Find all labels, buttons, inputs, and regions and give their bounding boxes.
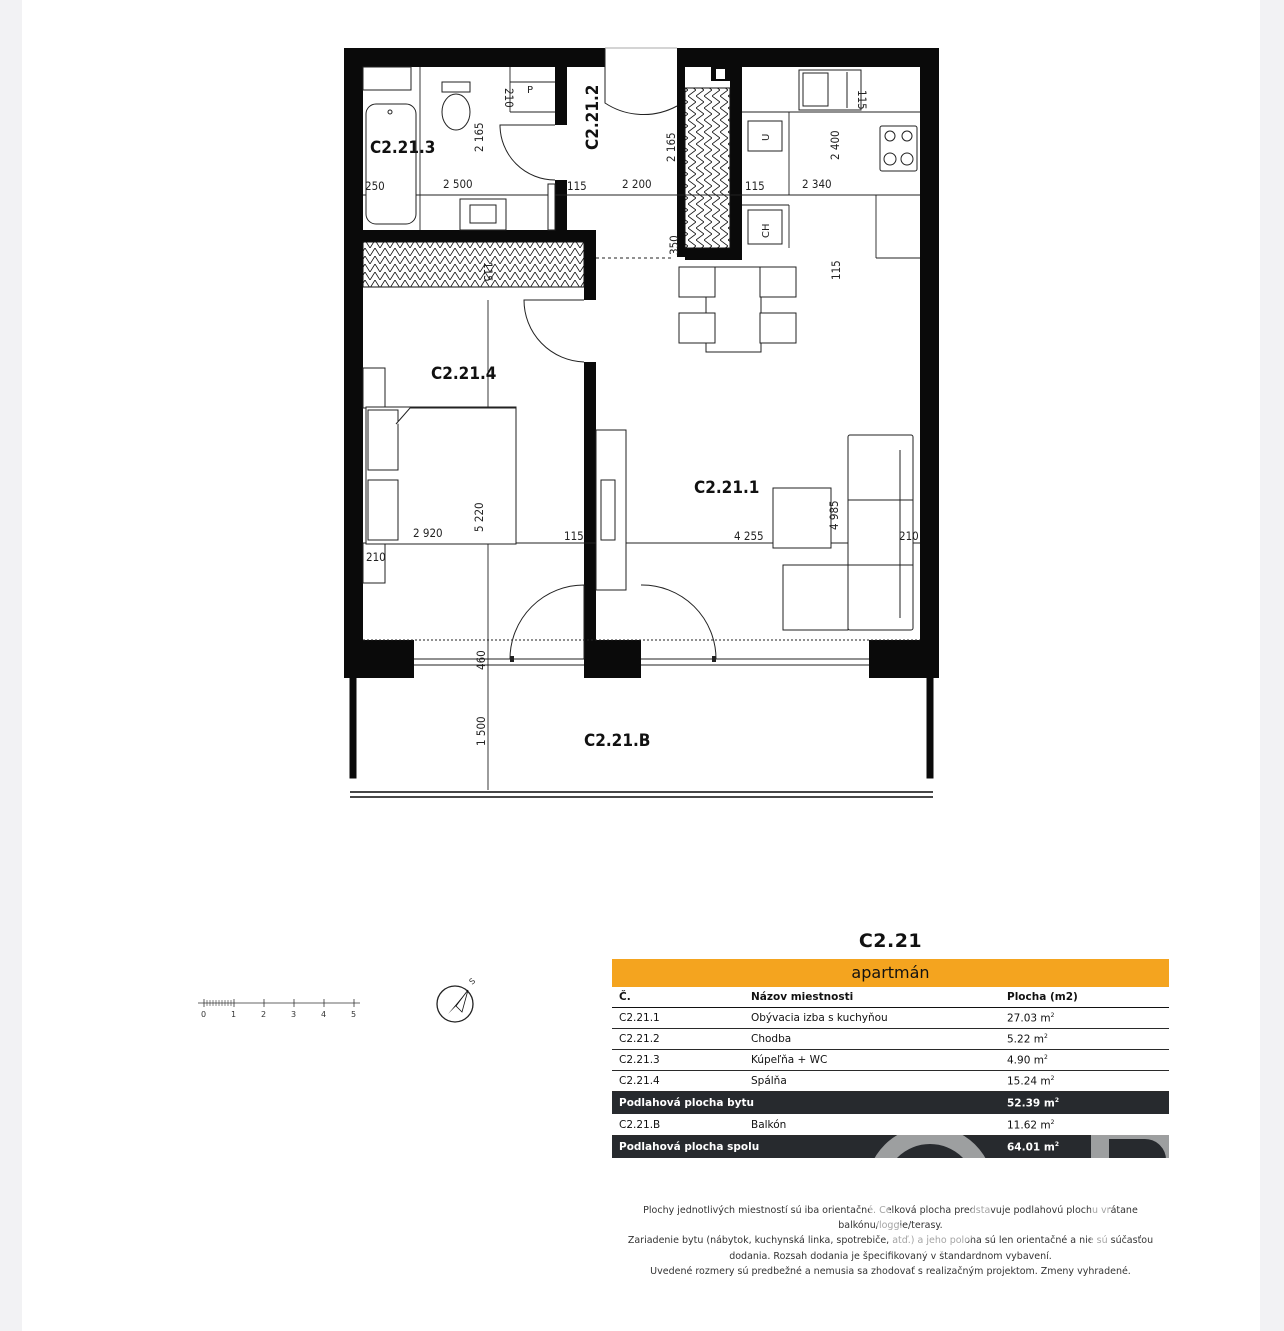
cell-area: 15.24 $m^2$	[1000, 1071, 1169, 1092]
cell-area: 4.90 $m^2$	[1000, 1050, 1169, 1071]
apartment-code: C2.21	[858, 930, 923, 952]
total-area: 64.01 $m^2$	[1000, 1136, 1169, 1159]
svg-text:2 340: 2 340	[802, 177, 832, 191]
subtotal-area: 52.39 $m^2$	[1000, 1092, 1169, 1115]
svg-text:4: 4	[321, 1010, 327, 1019]
svg-text:2 200: 2 200	[622, 177, 652, 191]
svg-text:2 400: 2 400	[828, 130, 842, 160]
cell-area: 27.03 $m^2$	[1000, 1008, 1169, 1029]
svg-text:1: 1	[231, 1010, 237, 1019]
svg-text:210: 210	[366, 550, 386, 564]
svg-text:115: 115	[745, 179, 765, 193]
svg-text:460: 460	[474, 650, 488, 670]
note-line: dodania. Rozsah dodania je špecifikovaný v štandardnom vybavení.	[729, 1250, 1052, 1262]
table-header-row	[612, 987, 1169, 1008]
svg-text:2 165: 2 165	[472, 122, 486, 152]
apartment-type-band: apartmán	[612, 959, 1169, 987]
scale-bar	[198, 999, 360, 1019]
svg-text:5 220: 5 220	[472, 502, 486, 532]
svg-text:2 920: 2 920	[413, 526, 443, 540]
svg-text:0: 0	[201, 1010, 207, 1019]
col-header-area: Plocha (m2)	[1000, 987, 1169, 1008]
cell-name: Balkón	[744, 1115, 1000, 1136]
svg-text:115: 115	[855, 90, 869, 110]
note-line: Plochy jednotlivých miestností sú iba orientačné. Celková plocha predstavuje podlahovú plochu vrátane	[643, 1205, 1138, 1216]
room-label-living: C2.21.1	[694, 478, 760, 498]
svg-text:350: 350	[667, 235, 681, 255]
svg-text:5: 5	[351, 1010, 357, 1019]
note-line: Uvedené rozmery sú predbežné a nemusia sa zhodovať s realizačným projektom. Zmeny vyhradené.	[650, 1265, 1131, 1277]
svg-text:4 985: 4 985	[827, 500, 841, 530]
room-label-hall: C2.21.2	[583, 84, 603, 150]
table-row	[612, 1029, 1169, 1050]
cell-area: 11.62 $m^2$	[1000, 1115, 1169, 1136]
bed	[363, 368, 516, 583]
cell-id: C2.21.1	[612, 1008, 744, 1029]
subtotal-label: Podlahová plocha bytu	[612, 1092, 1000, 1115]
svg-text:1 500: 1 500	[474, 716, 488, 746]
cell-area: 5.22 $m^2$	[1000, 1029, 1169, 1050]
svg-text:250: 250	[365, 179, 385, 193]
svg-text:2: 2	[261, 1010, 267, 1019]
fixture-p: P	[527, 85, 534, 96]
fixture-ch: CH	[761, 223, 772, 238]
svg-text:210: 210	[899, 529, 919, 543]
svg-text:115: 115	[564, 529, 584, 543]
svg-text:210: 210	[502, 88, 516, 108]
col-header-number: Č.	[612, 987, 744, 1008]
svg-text:4 255: 4 255	[734, 529, 764, 543]
total-label: Podlahová plocha spolu	[612, 1136, 1000, 1159]
cell-name: Kúpeľňa + WC	[744, 1050, 1000, 1071]
svg-text:115: 115	[829, 260, 843, 280]
svg-text:115: 115	[567, 179, 587, 193]
dining-set	[679, 267, 796, 352]
room-label-balcony: C2.21.B	[584, 731, 651, 751]
svg-text:3: 3	[291, 1010, 297, 1019]
svg-text:S: S	[467, 976, 478, 987]
room-label-bedroom: C2.21.4	[431, 364, 497, 384]
wardrobe	[363, 242, 584, 287]
room-label-bath: C2.21.3	[370, 138, 436, 158]
cell-name: Spálňa	[744, 1071, 1000, 1092]
note-line: Zariadenie bytu (nábytok, kuchynská linka, spotrebiče, atď.) a jeho poloha sú len orientačné a nie sú súčasťou	[627, 1235, 1154, 1247]
cell-id: C2.21.3	[612, 1050, 744, 1071]
cell-id: C2.21.B	[612, 1115, 744, 1136]
table-row	[612, 1008, 1169, 1029]
col-header-room: Názov miestnosti	[744, 987, 1000, 1008]
cell-id: C2.21.4	[612, 1071, 744, 1092]
compass-icon	[437, 976, 477, 1022]
shoe-cabinet	[685, 88, 730, 248]
cell-name: Obývacia izba s kuchyňou	[744, 1008, 1000, 1029]
fixture-u: U	[761, 133, 772, 141]
note-line: balkónu/loggie/terasy.	[838, 1220, 943, 1232]
cell-id: C2.21.2	[612, 1029, 744, 1050]
cell-name: Chodba	[744, 1029, 1000, 1050]
table-row	[612, 1050, 1169, 1071]
watermark-logo	[850, 1070, 1220, 1330]
svg-text:2 500: 2 500	[443, 177, 473, 191]
svg-text:115: 115	[481, 262, 495, 282]
svg-text:2 165: 2 165	[664, 132, 678, 162]
